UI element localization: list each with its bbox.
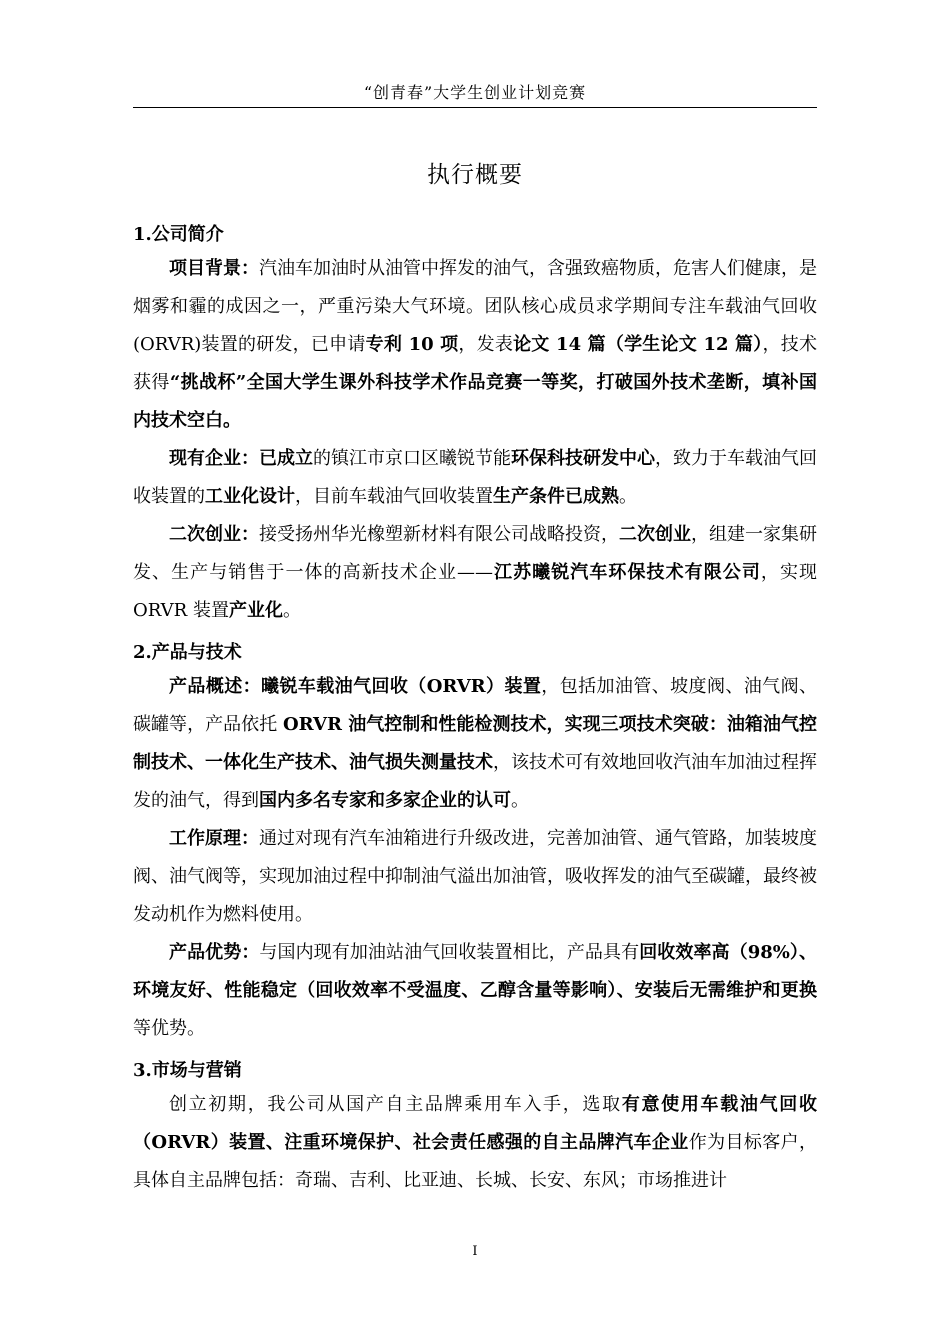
bold-text-run: 江苏曦锐汽车环保技术有限公司 [493, 562, 761, 583]
text-run: 创立初期，我公司从国产自主品牌乘用车入手，选取 [169, 1094, 622, 1115]
paragraph [133, 440, 817, 516]
bold-text-run: 论文 14 篇（学生论文 12 篇） [513, 334, 763, 355]
bold-text-run: “挑战杯”全国大学生课外科技学术作品竞赛一等奖，打破国外技术垄断，填补国内技术空白。 [133, 372, 817, 431]
bold-text-run: 二次创业： [169, 524, 259, 545]
text-run: ，发表 [458, 334, 514, 355]
bold-text-run: 项目背景： [169, 258, 259, 279]
bold-text-run: 工作原理： [169, 828, 259, 849]
bold-text-run: 国内多名专家和多家企业的认可 [259, 790, 511, 811]
text-run: 。 [619, 486, 637, 507]
paragraph [133, 516, 817, 630]
text-run: ，目前车载油气回收装置 [295, 486, 493, 507]
paragraph [133, 250, 817, 440]
paragraph [133, 668, 817, 820]
section-heading: 2.产品与技术 [133, 642, 242, 663]
text-run: ，该技术可有效地回收汽油车加油过程挥发的油气，得到 [133, 752, 817, 811]
text-run: ，致力于车载油气回收装置的 [133, 448, 817, 507]
section [133, 1056, 817, 1200]
bold-text-run: 产品优势： [169, 942, 260, 963]
text-run: 汽油车加油时从油管中挥发的油气，含强致癌物质，危害人们健康，是烟雾和霾的成因之一，严重污染大气环境。团队核心成员求学期间专注车载油气回收(ORVR)装置的研发，已申请 [133, 258, 817, 355]
bold-text-run: 产品概述：曦锐车载油气回收（ORVR）装置 [169, 676, 542, 697]
bold-text-run: ORVR 油气控制和性能检测技术，实现三项技术突破：油箱油气控制技术、一体化生产技术、油气损失测量技术 [133, 714, 817, 773]
page-number: I [472, 1244, 478, 1259]
text-run: 。 [282, 600, 301, 621]
bold-text-run: 专利 10 项 [365, 334, 459, 355]
section-heading: 1.公司简介 [133, 224, 224, 245]
paragraph [133, 820, 817, 934]
paragraph [133, 934, 817, 1048]
text-run: 通过对现有汽车油箱进行升级改进，完善加油管、通气管路，加装坡度阀、油气阀等，实现加油过程中抑制油气溢出加油管，吸收挥发的油气至碳罐，最终被发动机作为燃料使用。 [133, 828, 817, 925]
bold-text-run: 产业化 [228, 600, 283, 621]
text-run: ，包括加油管、坡度阀、油气阀、碳罐等，产品依托 [133, 676, 818, 735]
section [133, 638, 817, 1048]
bold-text-run: 环保科技研发中心 [511, 448, 655, 469]
text-run: 接受扬州华光橡塑新材料有限公司战略投资， [259, 524, 619, 545]
section [133, 220, 817, 630]
text-run: ，实现 ORVR 装置 [133, 562, 818, 621]
bold-text-run: 现有企业：已成立 [169, 448, 313, 469]
header-divider [133, 107, 817, 108]
text-run: 作为目标客户，具体自主品牌包括：奇瑞、吉利、比亚迪、长城、长安、东风；市场推进计 [133, 1132, 818, 1191]
text-run: 的镇江市京口区曦锐节能 [313, 448, 511, 469]
paragraph [133, 1086, 817, 1200]
bold-text-run: 回收效率高（98%）、环境友好、性能稳定（回收效率不受温度、乙醇含量等影响）、安装后无需维护和更换 [133, 942, 818, 1001]
text-run: 等优势。 [133, 1018, 205, 1039]
bold-text-run: 工业化设计 [205, 486, 295, 507]
text-run: 与国内现有加油站油气回收装置相比，产品具有 [259, 942, 640, 963]
document-title: 执行概要 [427, 162, 523, 188]
text-run: ，技术获得 [133, 334, 817, 393]
bold-text-run: 有意使用车载油气回收（ORVR）装置、注重环境保护、社会责任感强的自主品牌汽车企业 [133, 1094, 817, 1153]
section-heading: 3.市场与营销 [133, 1060, 242, 1081]
bold-text-run: 二次创业 [619, 524, 691, 545]
bold-text-run: 生产条件已成熟 [493, 486, 619, 507]
document-body [133, 220, 817, 1200]
page-header: “创青春”大学生创业计划竞赛 [363, 83, 587, 102]
text-run: 。 [511, 790, 529, 811]
text-run: ，组建一家集研发、生产与销售于一体的高新技术企业—— [133, 524, 817, 583]
